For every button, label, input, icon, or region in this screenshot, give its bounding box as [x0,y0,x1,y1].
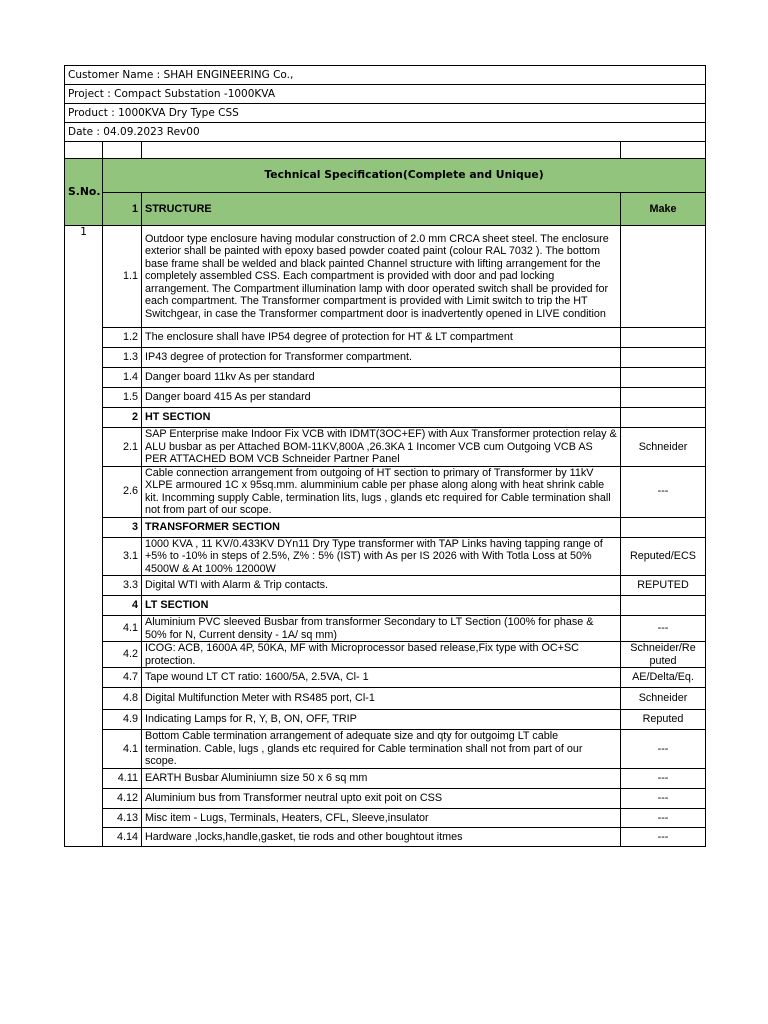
table-row [65,688,706,710]
item-description: Aluminium PVC sleeved Busbar from transformer Secondary to LT Section (100% for phase & 50% for N, Current density - 1A/ sq mm) [142,616,621,642]
project-name: Project : Compact Substation -1000KVA [65,85,706,104]
item-description: Misc item - Lugs, Terminals, Heaters, CFL, Sleeve,insulator [142,809,621,828]
item-number: 4.13 [103,809,142,828]
make-header: Make [621,193,706,226]
table-row [65,710,706,730]
item-description: Outdoor type enclosure having modular construction of 2.0 mm CRCA sheet steel. The enclosure exterior shall be painted with epoxy based powder coated paint (colour RAL 7032 ). The bottom base frame shall be welded and black painted Channel structure with lifting arrangement for the completely assembled CSS. Each compartment is provided with door and pad locking arrangement. The Compartment illumination lamp with door operated switch shall be provided for each compartment. The Transformer compartment is provided with Limit switch to trip the HT Switchgear, in case the Transformer compartment door is inadvertently opened in LIVE condition [142,226,621,328]
item-number: 4.8 [103,688,142,710]
spec-title: Technical Specification(Complete and Unique) [103,159,706,193]
item-make: --- [621,828,706,847]
item-make: Schneider [621,428,706,467]
section-title: HT SECTION [142,408,621,428]
item-number: 1.3 [103,348,142,368]
item-description: Tape wound LT CT ratio: 1600/5A, 2.5VA, Cl- 1 [142,668,621,688]
section-title: STRUCTURE [142,193,621,226]
item-make [621,328,706,348]
spec-header-row [65,159,706,193]
table-row [65,428,706,467]
item-make: --- [621,789,706,809]
item-description: Digital WTI with Alarm & Trip contacts. [142,576,621,596]
table-row [65,668,706,688]
item-description: Danger board 415 As per standard [142,388,621,408]
sno-header: S.No. [65,159,103,226]
item-number: 4.7 [103,668,142,688]
table-row [65,466,706,517]
item-description: Danger board 11kv As per standard [142,368,621,388]
section-number: 2 [103,408,142,428]
project-row [65,85,706,104]
item-description: Cable connection arrangement from outgoing of HT section to primary of Transformer by 11kV XLPE armoured 1C x 95sq.mm. alumminium cable per phase along along with heat shrink cable kit. Incomming supply Cable, termination lits, lugs , glands etc required for Cable termination shall not from part of our scope. [142,466,621,517]
section-row [65,408,706,428]
table-row [65,226,706,328]
item-make: --- [621,730,706,769]
customer-row [65,66,706,85]
item-make [621,388,706,408]
item-number: 3.3 [103,576,142,596]
item-description: IP43 degree of protection for Transformer compartment. [142,348,621,368]
item-make: REPUTED [621,576,706,596]
product-row [65,104,706,123]
customer-name: Customer Name : SHAH ENGINEERING Co., [65,66,706,85]
item-make: AE/Delta/Eq. [621,668,706,688]
section-number: 3 [103,517,142,537]
item-number: 4.11 [103,769,142,789]
item-number: 4.1 [103,616,142,642]
table-row [65,730,706,769]
item-number: 3.1 [103,537,142,576]
item-description: Aluminium bus from Transformer neutral upto exit poit on CSS [142,789,621,809]
table-row [65,388,706,408]
item-make: Schneider [621,688,706,710]
section-title: TRANSFORMER SECTION [142,517,621,537]
item-number: 4.9 [103,710,142,730]
item-make: --- [621,616,706,642]
item-description: SAP Enterprise make Indoor Fix VCB with IDMT(3OC+EF) with Aux Transformer protection relay & ALU busbar as per Attached BOM-11KV,800A ,26.3KA 1 Incomer VCB cum Outgoing VCB AS PER ATTACHED BOM VCB Schneider Partner Panel [142,428,621,467]
section-number: 1 [103,193,142,226]
item-make: --- [621,769,706,789]
table-row [65,348,706,368]
section-title: LT SECTION [142,596,621,616]
date-revision: Date : 04.09.2023 Rev00 [65,123,706,142]
item-description: Bottom Cable termination arrangement of adequate size and qty for outgoimg LT cable termination. Cable, lugs , glands etc required for Cable termination shall not from part of our scope. [142,730,621,769]
item-description: Digital Multifunction Meter with RS485 port, Cl-1 [142,688,621,710]
sno-value: 1 [65,226,103,847]
blank-row [65,142,706,159]
item-description: The enclosure shall have IP54 degree of protection for HT & LT compartment [142,328,621,348]
table-row [65,576,706,596]
section-structure-row [65,193,706,226]
section-number: 4 [103,596,142,616]
table-row [65,328,706,348]
item-number: 4.2 [103,642,142,668]
table-row [65,809,706,828]
item-number: 2.1 [103,428,142,467]
table-row [65,616,706,642]
table-row [65,368,706,388]
section-row [65,517,706,537]
item-description: Indicating Lamps for R, Y, B, ON, OFF, TRIP [142,710,621,730]
item-make: --- [621,466,706,517]
item-make: Schneider/Re puted [621,642,706,668]
item-make: Reputed/ECS [621,537,706,576]
item-number: 1.2 [103,328,142,348]
item-number: 1.1 [103,226,142,328]
item-description: EARTH Busbar Aluminiumn size 50 x 6 sq mm [142,769,621,789]
item-make [621,348,706,368]
item-description: 1000 KVA , 11 KV/0.433KV DYn11 Dry Type transformer with TAP Links having tapping range of +5% to -10% in steps of 2.5%, Z% : 5% (IST) with As per IS 2026 with With Totla Loss at 50% 4500W & At 100% 12000W [142,537,621,576]
table-row [65,537,706,576]
item-number: 2.6 [103,466,142,517]
table-row [65,789,706,809]
spec-table [64,65,706,847]
item-description: ICOG: ACB, 1600A 4P, 50KA, MF with Microprocessor based release,Fix type with OC+SC protection. [142,642,621,668]
item-make: --- [621,809,706,828]
section-row [65,596,706,616]
product-name: Product : 1000KVA Dry Type CSS [65,104,706,123]
item-number: 1.5 [103,388,142,408]
item-description: Hardware ,locks,handle,gasket, tie rods and other boughtout itmes [142,828,621,847]
item-number: 1.4 [103,368,142,388]
item-make [621,368,706,388]
item-make [621,226,706,328]
item-number: 4.14 [103,828,142,847]
item-number: 4.1 [103,730,142,769]
item-make: Reputed [621,710,706,730]
item-number: 4.12 [103,789,142,809]
table-row [65,642,706,668]
date-row [65,123,706,142]
table-row [65,828,706,847]
table-row [65,769,706,789]
